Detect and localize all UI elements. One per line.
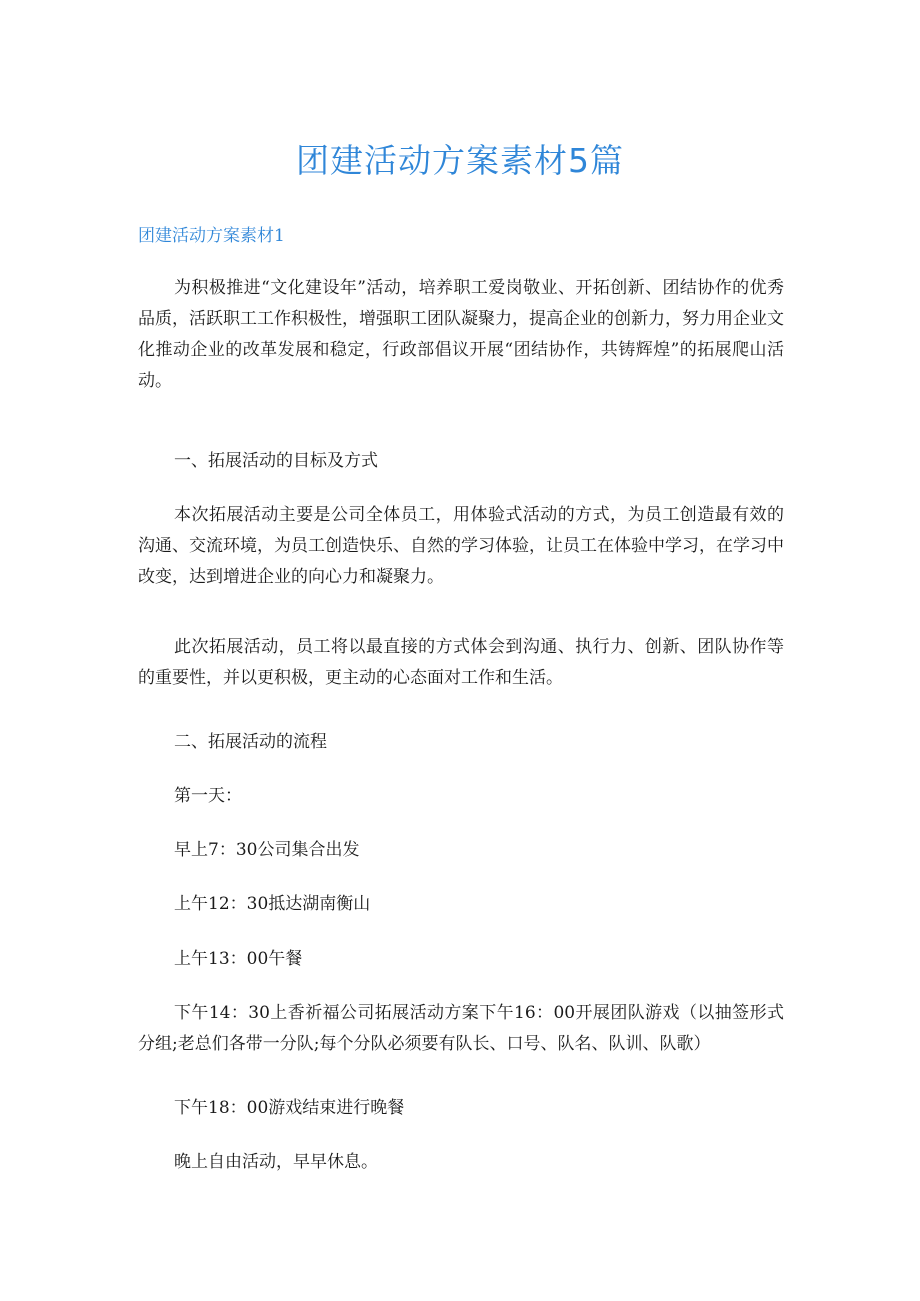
schedule-item: 上午12：30抵达湖南衡山: [174, 894, 371, 914]
heading-process: 二、拓展活动的流程: [174, 732, 327, 752]
document-title: 团建活动方案素材5篇: [296, 141, 624, 180]
importance-paragraph: 此次拓展活动，员工将以最直接的方式体会到沟通、执行力、创新、团队协作等的重要性，并以更积极，更主动的心态面对工作和生活。: [138, 637, 784, 688]
goals-paragraph: 本次拓展活动主要是公司全体员工，用体验式活动的方式，为员工创造最有效的沟通、交流环境，为员工创造快乐、自然的学习体验，让员工在体验中学习，在学习中改变，达到增进企业的向心力和凝聚力。: [138, 505, 784, 587]
schedule-item: 晚上自由活动，早早休息。: [174, 1152, 378, 1172]
schedule-item: 早上7：30公司集合出发: [174, 840, 360, 860]
schedule-item: 上午13：00午餐: [174, 949, 303, 969]
schedule-item: 下午14：30上香祈福公司拓展活动方案下午16：00开展团队游戏（以抽签形式分组;老总们各带一分队;每个分队必须要有队长、口号、队名、队训、队歌）: [138, 1003, 784, 1054]
section-heading: 团建活动方案素材1: [138, 226, 285, 246]
schedule-item: 下午18：00游戏结束进行晚餐: [174, 1098, 405, 1118]
day-one-label: 第一天：: [174, 786, 242, 806]
heading-goals: 一、拓展活动的目标及方式: [174, 451, 378, 471]
intro-paragraph: 为积极推进“文化建设年”活动，培养职工爱岗敬业、开拓创新、团结协作的优秀品质，活跃职工工作积极性，增强职工团队凝聚力，提高企业的创新力，努力用企业文化推动企业的改革发展和稳定，行政部倡议开展“团结协作，共铸辉煌”的拓展爬山活动。: [138, 278, 784, 391]
